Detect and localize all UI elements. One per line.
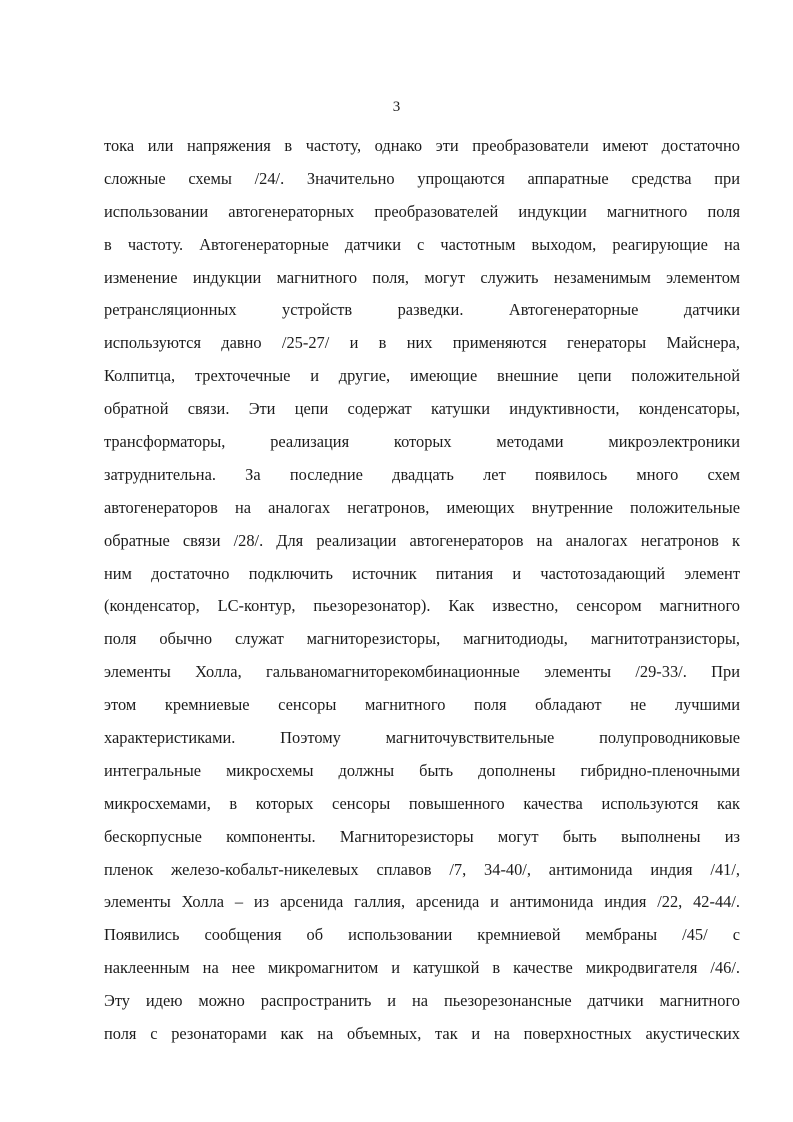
text-line: Эту идею можно распространить и на пьезорезонансные датчики магнитного [104, 991, 740, 1011]
text-line: обратные связи /28/. Для реализации автогенераторов на аналогах негатронов к [104, 530, 740, 550]
text-line: ним достаточно подключить источник питания и частотозадающий элемент [104, 563, 740, 583]
text-line: обратной связи. Эти цепи содержат катушки индуктивности, конденсаторы, [104, 399, 740, 419]
text-line: этом кремниевые сенсоры магнитного поля обладают не лучшими [104, 695, 740, 715]
text-line: элементы Холла, гальваномагниторекомбинационные элементы /29-33/. При [104, 662, 740, 682]
text-line: характеристиками. Поэтому магниточувствительные полупроводниковые [104, 728, 740, 748]
text-line: сложные схемы /24/. Значительно упрощаются аппаратные средства при [104, 168, 740, 188]
text-line: использовании автогенераторных преобразователей индукции магнитного поля [104, 201, 740, 221]
text-line: затруднительна. За последние двадцать лет появилось много схем [104, 464, 740, 484]
text-line: автогенераторов на аналогах негатронов, имеющих внутренние положительные [104, 497, 740, 517]
text-line: трансформаторы, реализация которых методами микроэлектроники [104, 432, 740, 452]
text-line: элементы Холла – из арсенида галлия, арсенида и антимонида индия /22, 42-44/. [104, 892, 740, 912]
text-line: микросхемами, в которых сенсоры повышенного качества используются как [104, 793, 740, 813]
text-line: изменение индукции магнитного поля, могут служить незаменимым элементом [104, 267, 740, 287]
text-line: (конденсатор, LC-контур, пьезорезонатор). Как известно, сенсором магнитного [104, 596, 740, 616]
text-line: в частоту. Автогенераторные датчики с частотным выходом, реагирующие на [104, 234, 740, 254]
text-line: поля с резонаторами как на объемных, так и на поверхностных акустических [104, 1024, 740, 1044]
text-line: тока или напряжения в частоту, однако эти преобразователи имеют достаточно [104, 136, 740, 155]
text-line: Появились сообщения об использовании кремниевой мембраны /45/ с [104, 925, 740, 945]
text-line: интегральные микросхемы должны быть дополнены гибридно-пленочными [104, 760, 740, 780]
text-line: наклеенным на нее микромагнитом и катушкой в качестве микродвигателя /46/. [104, 958, 740, 978]
text-line: используются давно /25-27/ и в них применяются генераторы Майснера, [104, 333, 740, 353]
text-line: Колпитца, трехточечные и другие, имеющие внешние цепи положительной [104, 366, 740, 386]
text-line: поля обычно служат магниторезисторы, магнитодиоды, магнитотранзисторы, [104, 629, 740, 649]
text-line: пленок железо-кобальт-никелевых сплавов /7, 34-40/, антимонида индия /41/, [104, 859, 740, 879]
page-number: 3 [392, 99, 401, 115]
text-line: ретрансляционных устройств разведки. Автогенераторные датчики [104, 300, 740, 320]
body-text [104, 130, 740, 1051]
text-line: бескорпусные компоненты. Магниторезисторы могут быть выполнены из [104, 826, 740, 846]
